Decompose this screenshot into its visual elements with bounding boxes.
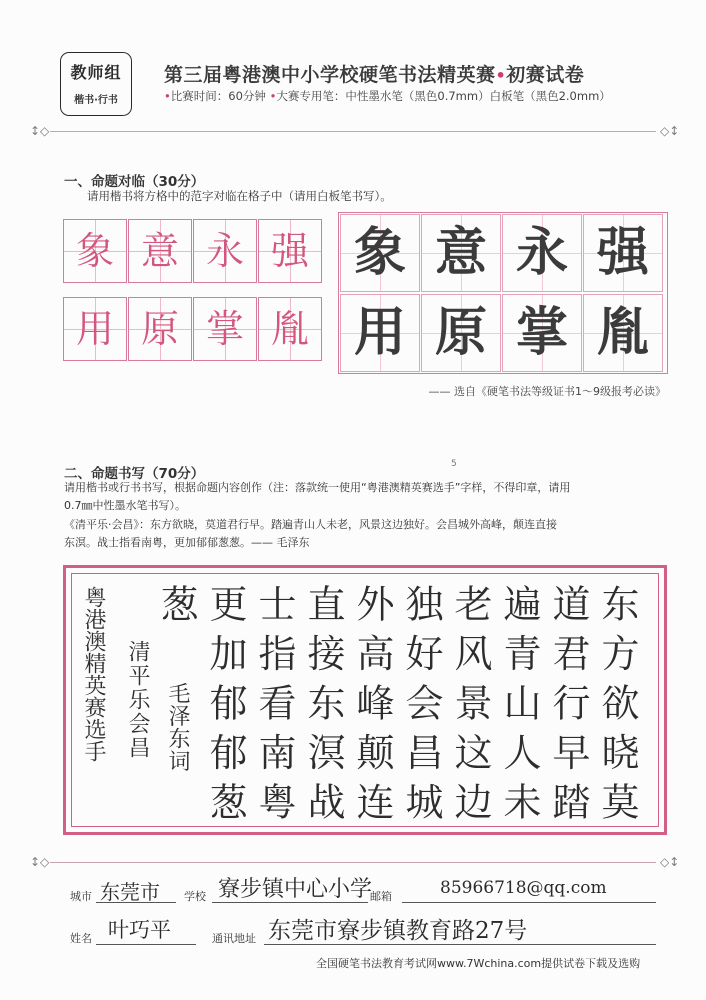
- title-suffix: 初赛试卷: [506, 64, 585, 86]
- school-underline: [212, 902, 368, 903]
- written-char-cell: 强: [583, 214, 663, 292]
- model-char-cell: 意: [128, 219, 192, 283]
- school-field[interactable]: 寮步镇中心小学: [218, 877, 373, 902]
- model-char-cell: 强: [258, 219, 322, 283]
- header-divider: [50, 131, 656, 132]
- poem-column: 更加郁郁葱: [203, 584, 247, 832]
- name-underline: [96, 944, 196, 945]
- badge-scripts-label: 楷书·行书: [74, 95, 118, 106]
- poem-column: 直接东溟战: [301, 584, 345, 832]
- address-field[interactable]: 东莞市寮步镇教育路27号: [268, 918, 528, 944]
- poem-column: 遍青山人未: [497, 584, 541, 832]
- group-badge: [60, 52, 132, 116]
- address-label: 通讯地址: [212, 932, 256, 945]
- model-char-cell: 永: [193, 219, 257, 283]
- footer-divider: [50, 862, 656, 863]
- city-underline: [96, 902, 176, 903]
- section2-instruction-line1: 请用楷书或行书书写，根据命题内容创作（注：落款统一使用“粤港澳精英赛选手”字样，不得印章，请用: [64, 481, 571, 494]
- exam-info-line: [164, 88, 611, 104]
- school-label: 学校: [184, 890, 206, 903]
- poem-column: 葱: [154, 584, 198, 634]
- poem-column: 外高峰颠连: [350, 584, 394, 832]
- page-mark: 5: [451, 459, 457, 469]
- email-underline: [402, 902, 656, 903]
- written-char-cell: 意: [421, 214, 501, 292]
- written-char-cell: 胤: [583, 294, 663, 372]
- written-char-cell: 原: [421, 294, 501, 372]
- exam-pens: 大赛专用笔：中性墨水笔（黑色0.7mm）白板笔（黑色2.0mm）: [276, 89, 611, 103]
- title-separator: •: [495, 66, 507, 85]
- model-char-cell: 胤: [258, 297, 322, 361]
- bullet-icon: •: [164, 89, 171, 103]
- copy-practice-grid: [63, 219, 323, 361]
- title-main: 第三届粤港澳中小学校硬笔书法精英赛: [164, 64, 496, 86]
- section2-instruction-line2: 0.7㎜中性墨水笔书写）。: [64, 499, 186, 512]
- written-char-cell: 用: [340, 294, 420, 372]
- city-field[interactable]: 东莞市: [100, 880, 160, 904]
- exam-time: 比赛时间：60分钟: [170, 89, 266, 103]
- model-char-cell: 用: [63, 297, 127, 361]
- model-char-cell: 掌: [193, 297, 257, 361]
- name-field[interactable]: 叶巧平: [108, 918, 171, 942]
- email-label: 邮箱: [370, 890, 392, 903]
- page-title: [164, 60, 584, 87]
- poem-column: 老风景这边: [448, 584, 492, 832]
- footer-note: 全国硬笔书法教育考试网www.7Wchina.com提供试卷下载及选购: [316, 957, 641, 970]
- signature-poem-title: 清平乐会昌: [125, 640, 150, 760]
- corner-ornament-icon: ↕◇: [30, 855, 50, 869]
- section2-title: 二、命题书写（70分）: [64, 466, 205, 482]
- section1-title: 一、命题对临（30分）: [64, 174, 205, 190]
- email-field[interactable]: 85966718@qq.com: [440, 878, 607, 898]
- corner-ornament-icon: ◇↕: [660, 124, 680, 138]
- poem-text-line1: 《清平乐·会昌》：东方欲晓，莫道君行早。踏遍青山人未老，风景这边独好。会昌城外高峰，颠连直接: [64, 518, 557, 531]
- section1-instruction: 请用楷书将方格中的范字对临在格子中（请用白板笔书写）。: [87, 189, 392, 203]
- model-char-cell: 原: [128, 297, 192, 361]
- written-char-cell: 象: [340, 214, 420, 292]
- address-underline: [264, 944, 656, 945]
- written-char-cell: 掌: [502, 294, 582, 372]
- badge-group-label: 教师组: [70, 63, 122, 82]
- name-label: 姓名: [70, 932, 92, 945]
- signature-author: 毛泽东词: [165, 682, 190, 772]
- poem-column: 独好会昌城: [399, 584, 443, 832]
- signature-contestant: 粤港澳精英赛选手: [81, 586, 106, 762]
- poem-column: 道君行早踏: [546, 584, 590, 832]
- poem-column: 东方欲晓莫: [595, 584, 639, 832]
- poem-text-line2: 东溟。战士指看南粤，更加郁郁葱葱。—— 毛泽东: [64, 536, 310, 549]
- poem-column: 士指看南粤: [252, 584, 296, 832]
- handwritten-copy-grid: [338, 212, 668, 374]
- source-citation: —— 选自《硬笔书法等级证书1～9级报考必读》: [428, 385, 666, 398]
- city-label: 城市: [70, 890, 92, 903]
- corner-ornament-icon: ◇↕: [660, 855, 680, 869]
- bullet-icon: •: [269, 89, 277, 103]
- model-char-cell: 象: [63, 219, 127, 283]
- written-char-cell: 永: [502, 214, 582, 292]
- corner-ornament-icon: ↕◇: [30, 124, 50, 138]
